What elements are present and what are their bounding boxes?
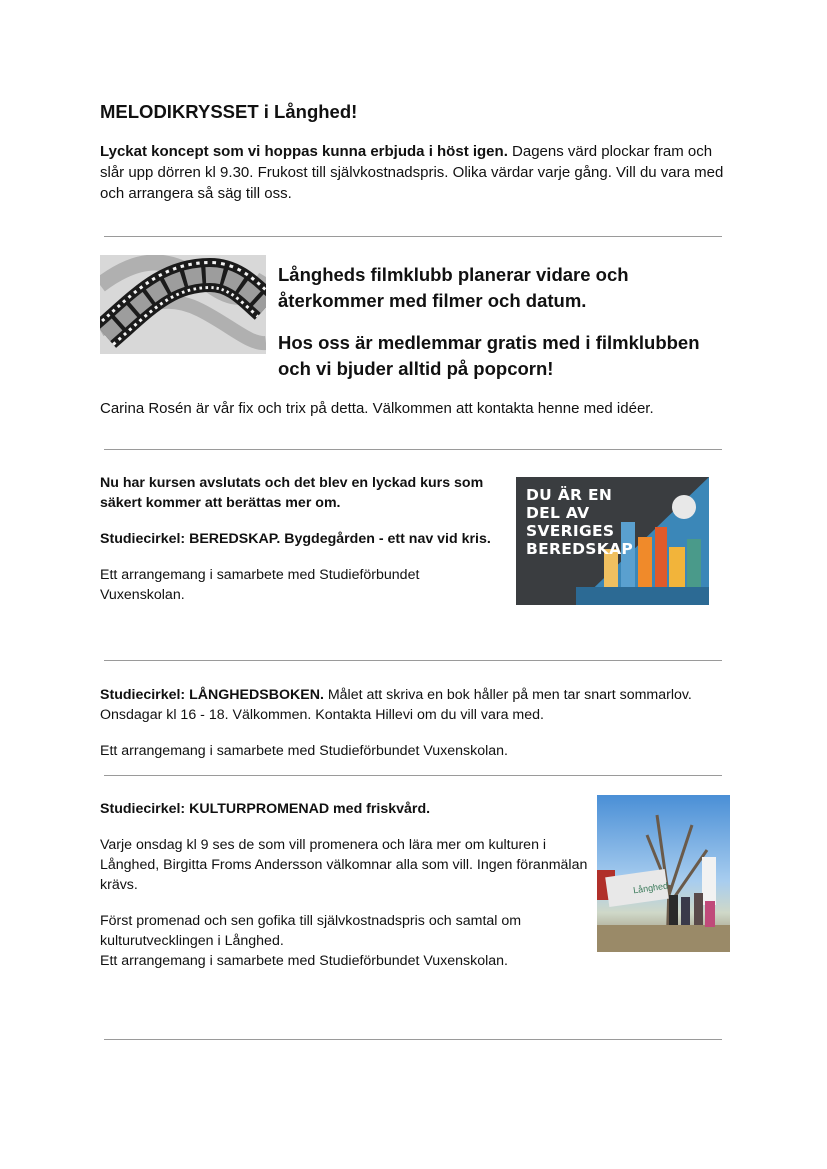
langhedsboken-text	[100, 685, 740, 725]
film-image	[100, 255, 266, 354]
film-contact-text: Carina Rosén är vår fix och trix på detta. Välkommen att kontakta henne med idéer.	[100, 400, 654, 417]
course-finished-text: Nu har kursen avslutats och det blev en lyckad kurs som säkert kommer att berättas mer om.	[100, 475, 484, 511]
section-title: MELODIKRYSSET i Långhed!	[100, 101, 358, 122]
beredskap-poster	[516, 477, 709, 605]
langhedsboken-section	[100, 685, 740, 761]
lead-text: Dagens värd plockar fram och slår upp dörren kl 9.30. Frukost till självkostnadspris. Olika värdar varje gång. Vill du vara med och arrangera så säg till oss.	[100, 143, 724, 202]
poster-line-4: BEREDSKAP	[526, 540, 634, 558]
film-heading-2: Hos oss är medlemmar gratis med i filmklubben och vi bjuder alltid på popcorn!	[278, 332, 700, 379]
section-melodikrysset	[100, 100, 725, 204]
divider	[104, 775, 722, 776]
poster-line-3: SVERIGES	[526, 522, 615, 540]
photo-sign-text: Långhed	[632, 880, 669, 896]
divider	[104, 449, 722, 450]
beredskap-text	[100, 473, 495, 605]
divider	[104, 1039, 722, 1040]
langhedsboken-title: Studiecirkel: LÅNGHEDSBOKEN.	[100, 687, 324, 703]
kulturpromenad-photo	[597, 795, 730, 952]
section-body	[100, 141, 725, 204]
langhedsboken-body: Målet att skriva en bok håller på men tar snart sommarlov. Onsdagar kl 16 - 18. Välkommen. Kontakta Hillevi om du vill vara med.	[100, 687, 692, 723]
lead-bold: Lyckat koncept som vi hoppas kunna erbjuda i höst igen.	[100, 143, 508, 160]
divider	[104, 236, 722, 237]
kulturpromenad-section	[100, 799, 590, 971]
film-strip-icon	[100, 255, 266, 354]
kulturpromenad-title: Studiecirkel: KULTURPROMENAD med friskvård.	[100, 801, 431, 817]
poster-slogan	[526, 486, 633, 558]
beredskap-title: Studiecirkel: BEREDSKAP. Bygdegården - ett nav vid kris.	[100, 531, 491, 547]
kulturpromenad-arrangement: Ett arrangemang i samarbete med Studieförbundet Vuxenskolan.	[100, 953, 509, 969]
poster-line-1: DU ÄR EN	[526, 486, 613, 504]
film-club-text	[278, 262, 728, 382]
poster-line-2: DEL AV	[526, 504, 590, 522]
beredskap-arrangement: Ett arrangemang i samarbete med Studieförbundet Vuxenskolan.	[100, 567, 420, 603]
kulturpromenad-fika: Först promenad och sen gofika till självkostnadspris och samtal om kulturutvecklingen i Långhed.	[100, 913, 522, 949]
group-photo-icon	[597, 795, 730, 952]
divider	[104, 660, 722, 661]
film-heading-1: Långheds filmklubb planerar vidare och återkommer med filmer och datum.	[278, 264, 629, 311]
kulturpromenad-body: Varje onsdag kl 9 ses de som vill promenera och lära mer om kulturen i Långhed, Birgitta Froms Andersson välkomnar alla som vill. Ingen föranmälan krävs.	[100, 837, 588, 893]
langhedsboken-arrangement: Ett arrangemang i samarbete med Studieförbundet Vuxenskolan.	[100, 743, 509, 759]
